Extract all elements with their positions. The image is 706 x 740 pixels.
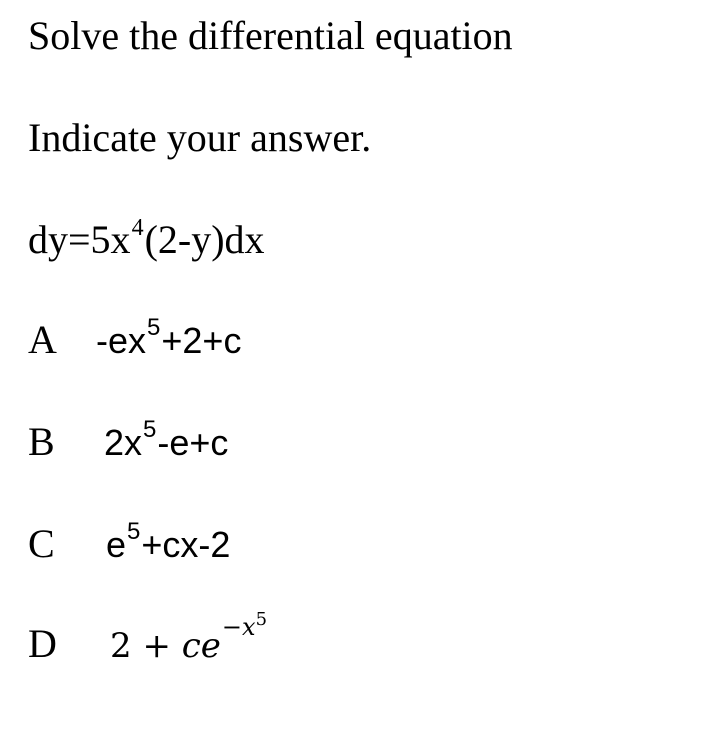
option-exponent: 5	[127, 518, 141, 545]
option-b[interactable]	[28, 418, 228, 472]
option-expression: $2 + ce^{-x^5}$	[110, 609, 268, 666]
option-a[interactable]	[28, 316, 241, 370]
option-expression: $e^5+cx-2$	[106, 518, 231, 565]
option-c[interactable]	[28, 520, 230, 574]
option-exponent: 5	[143, 416, 157, 443]
option-letter: B	[28, 419, 55, 464]
equation-lhs: dy=5x	[28, 217, 131, 262]
question-instruction: Indicate your answer.	[28, 115, 372, 160]
question-title: Solve the differential equation	[28, 13, 513, 58]
option-expression: $2x^5-e+c$	[104, 416, 229, 463]
option-letter: A	[28, 317, 57, 362]
option-exponent: 5	[147, 314, 161, 341]
option-expression: $-ex^5+2+c$	[96, 314, 242, 361]
option-letter: D	[28, 621, 57, 666]
option-exponent: −x5	[221, 609, 268, 641]
option-letter: C	[28, 521, 55, 566]
equation-rhs: (2-y)dx	[144, 217, 265, 262]
equation-exponent: 4	[131, 215, 144, 241]
option-d[interactable]	[28, 609, 268, 676]
differential-equation	[28, 216, 265, 270]
